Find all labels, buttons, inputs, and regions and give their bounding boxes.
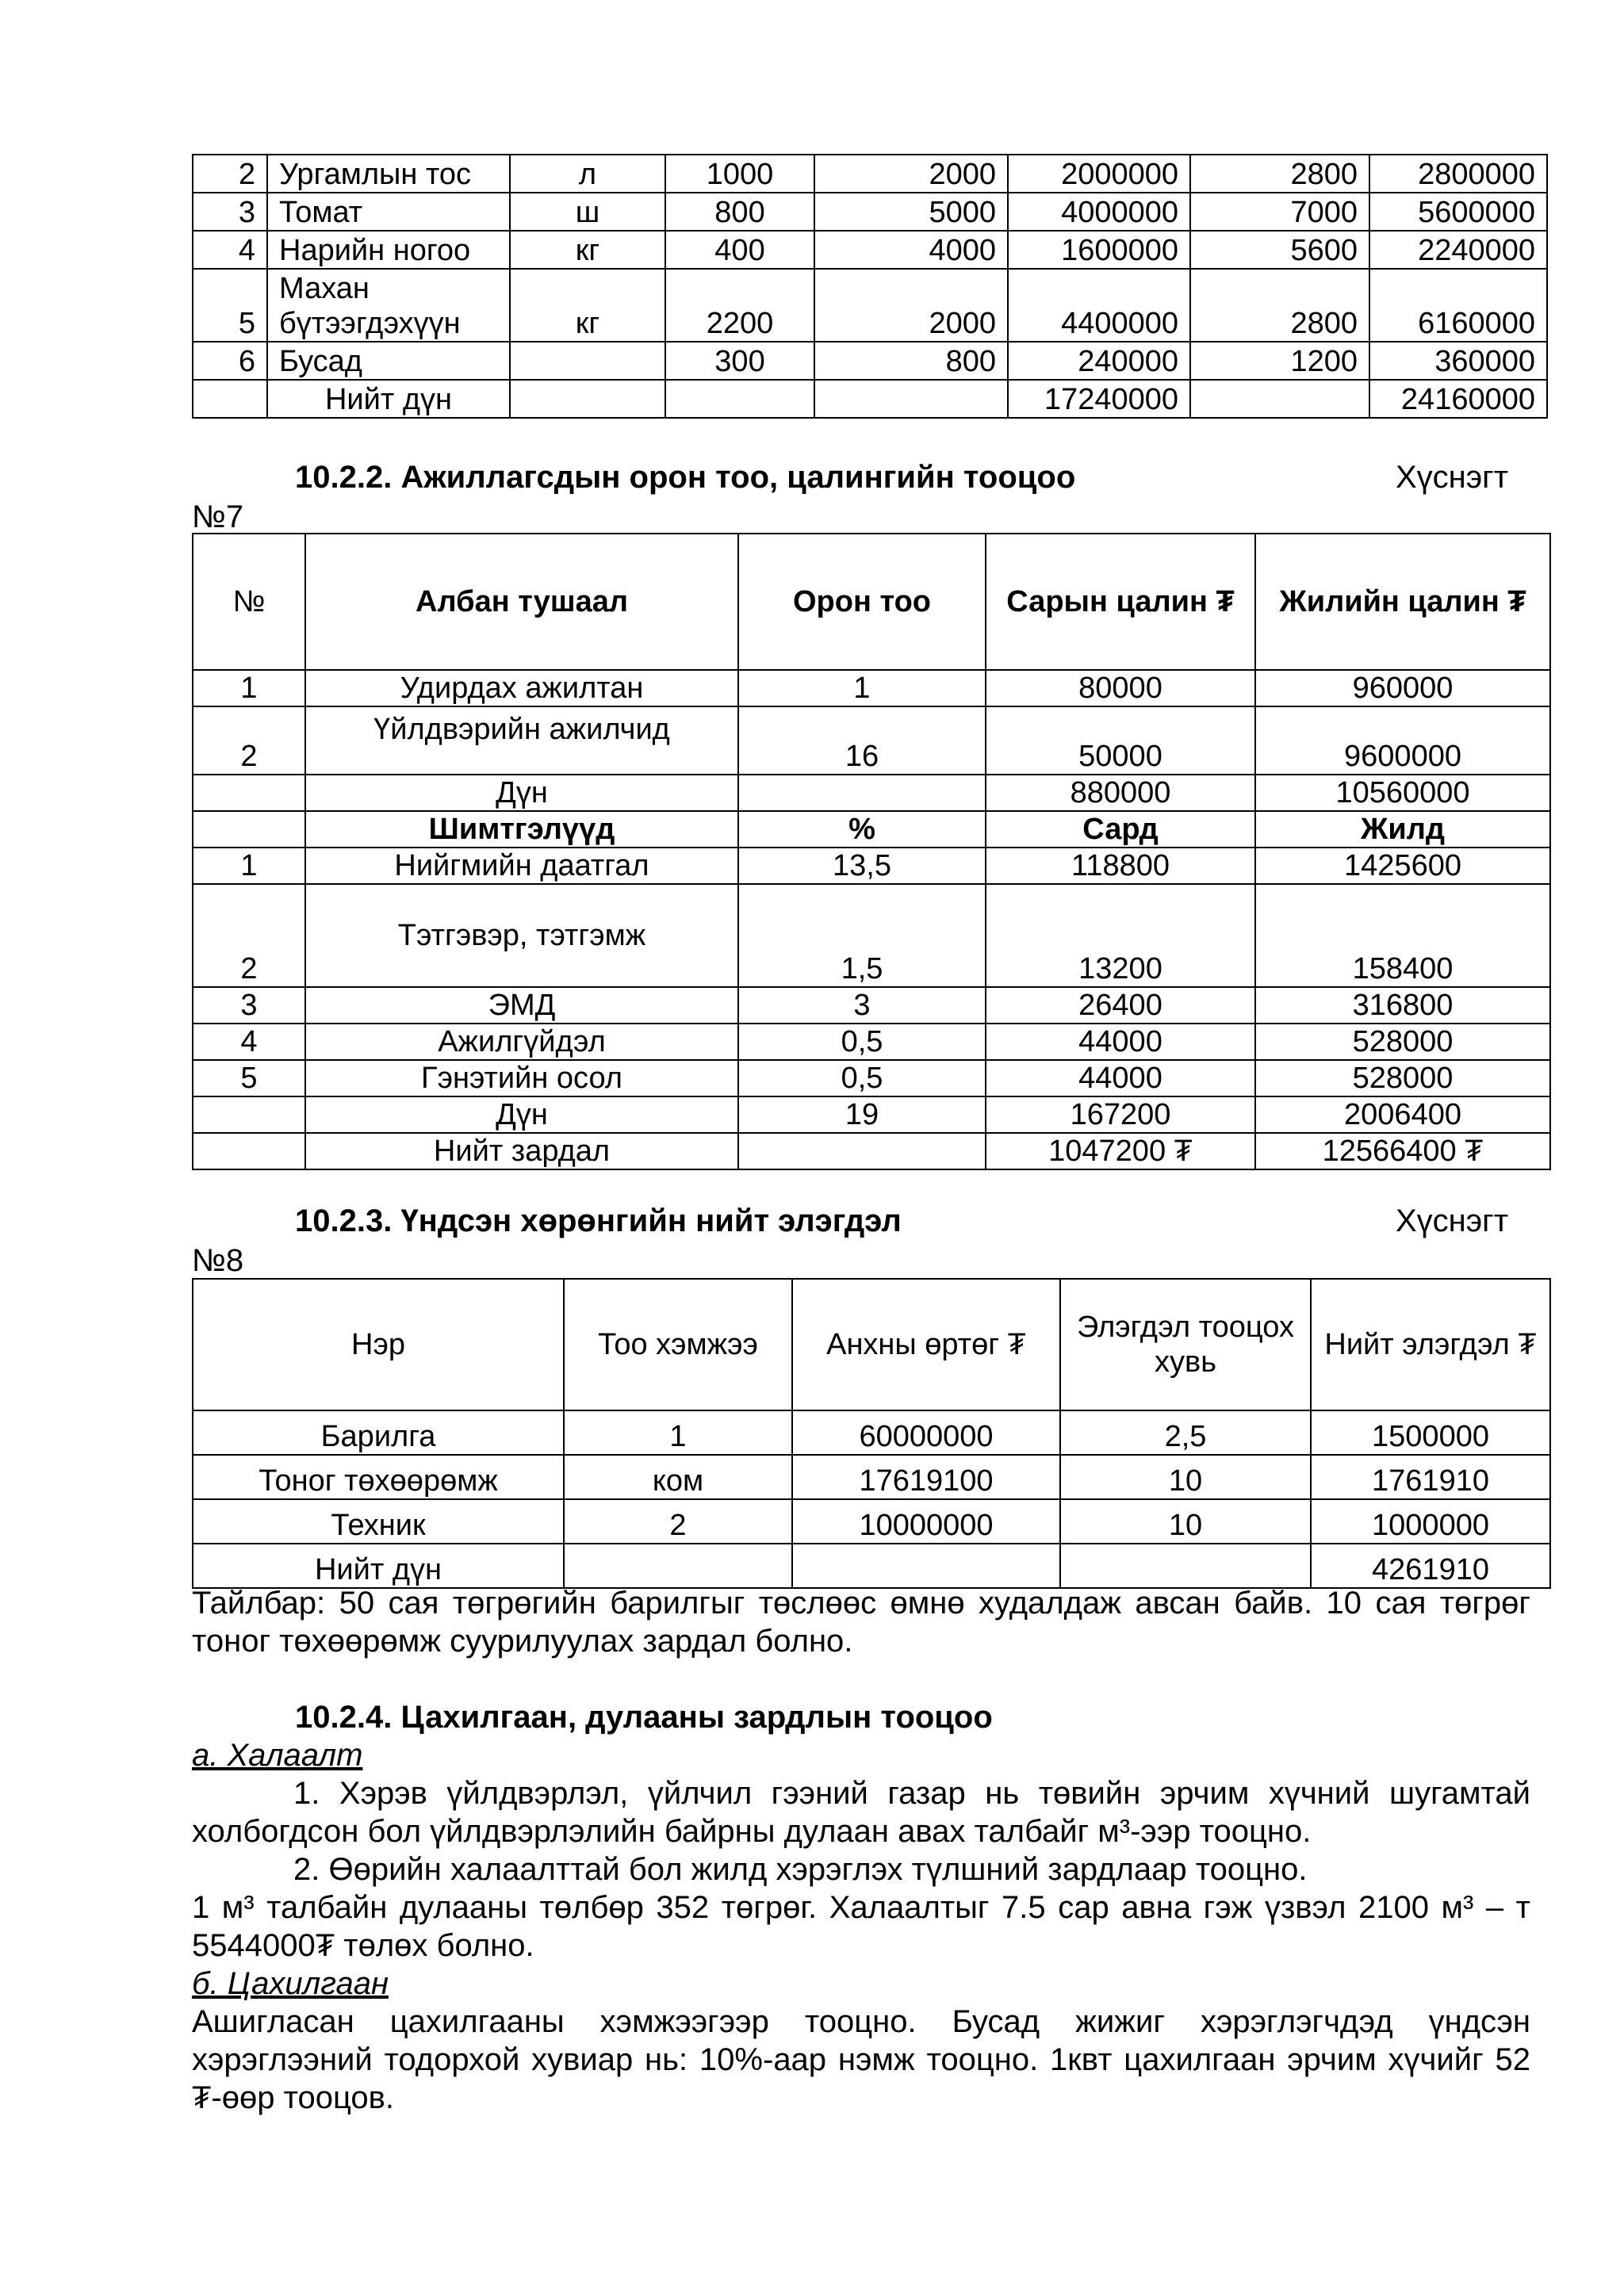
table-label: Хүснэгт [1396, 460, 1509, 495]
table-number: №7 [192, 499, 244, 534]
table-subheader-row: Шимтгэлүүд % Сард Жилд [193, 811, 1550, 848]
salary-table [192, 533, 1551, 1170]
paragraph: 2. Өөрийн халаалттай бол жилд хэрэглэх түлшний зардлаар тооцно. [293, 1852, 1308, 1887]
table-row: 1 Нийгмийн даатгал 13,5 118800 1425600 [193, 848, 1550, 884]
table-row: 1 Удирдах ажилтан 1 80000 960000 [193, 670, 1550, 706]
table-row: 6 Бусад 300 800 240000 1200 360000 [193, 342, 1547, 380]
paragraph: Ашигласан цахилгааны хэмжээгээр тооцно. Бусад жижиг хэрэглэгчдэд үндсэн хэрэглээний тодорхой хувиар нь: 10%-аар нэмж тооцно. 1квт цахилгаан эрчим хүчийг 52 ₮-өөр тооцов. [192, 2004, 1530, 2115]
table-note: Тайлбар: 50 сая төгрөгийн барилгыг төслөөс өмнө худалдаж авсан байв. 10 сая төгрөг тоног төхөөрөмж суурилуулах зардал болно. [192, 1586, 1530, 1659]
table-row: Техник 2 10000000 10 1000000 [193, 1499, 1550, 1544]
table-row: 5 Махан бүтээгдэхүүн кг 2200 2000 4400000 2800 6160000 [193, 269, 1547, 342]
table-row: 3 Томат ш 800 5000 4000000 7000 5600000 [193, 193, 1547, 231]
table-label: Хүснэгт [1396, 1203, 1509, 1238]
table-row: 2 Тэтгэвэр, тэтгэмж 1,5 13200 158400 [193, 884, 1550, 987]
food-cost-table [192, 154, 1548, 419]
table-subtotal-row: Дүн 880000 10560000 [193, 775, 1550, 811]
table-row: Тоног төхөөрөмж ком 17619100 10 1761910 [193, 1455, 1550, 1499]
table-subtotal-row: Дүн 19 167200 2006400 [193, 1096, 1550, 1133]
table-header-row: № Албан тушаал Орон тоо Сарын цалин ₮ Жилийн цалин ₮ [193, 534, 1550, 670]
table-row: 3 ЭМД 3 26400 316800 [193, 987, 1550, 1024]
section-heading-10-2-3: 10.2.3. Үндсэн хөрөнгийн нийт элэгдэл [295, 1203, 902, 1238]
table-total-row: Нийт зардал 1047200 ₮ 12566400 ₮ [193, 1133, 1550, 1169]
table-total-row: Нийт дүн 4261910 [193, 1544, 1550, 1588]
paragraph: 1 м³ талбайн дулааны төлбөр 352 төгрөг. Халаалтыг 7.5 сар авна гэж үзвэл 2100 м³ – т 5544000₮ төлөх болно. [192, 1890, 1530, 1963]
table-total-row: Нийт дүн 17240000 24160000 [193, 380, 1547, 418]
table-row: Барилга 1 60000000 2,5 1500000 [193, 1410, 1550, 1455]
subsection-title-heating: а. Халаалт [192, 1738, 363, 1773]
table-row: 4 Нарийн ногоо кг 400 4000 1600000 5600 2240000 [193, 231, 1547, 269]
table-row: 5 Гэнэтийн осол 0,5 44000 528000 [193, 1060, 1550, 1096]
table-header-row: Нэр Тоо хэмжээ Анхны өртөг ₮ Элэгдэл тооцох хувь Нийт элэгдэл ₮ [193, 1279, 1550, 1410]
section-heading-10-2-2: 10.2.2. Ажиллагсдын орон тоо, цалингийн тооцоо [295, 460, 1076, 495]
subsection-title-electricity: б. Цахилгаан [192, 1966, 389, 2001]
table-row: 2 Ургамлын тос л 1000 2000 2000000 2800 2800000 [193, 155, 1547, 193]
table-row: 4 Ажилгүйдэл 0,5 44000 528000 [193, 1024, 1550, 1060]
table-row: 2 Үйлдвэрийн ажилчид 16 50000 9600000 [193, 706, 1550, 775]
table-number: №8 [192, 1243, 244, 1278]
paragraph: 1. Хэрэв үйлдвэрлэл, үйлчил гээний газар нь төвийн эрчим хүчний шугамтай холбогдсон бол үйлдвэрлэлийн байрны дулаан авах талбайг м³-ээр тооцно. [192, 1776, 1530, 1849]
depreciation-table [192, 1278, 1551, 1589]
section-heading-10-2-4: 10.2.4. Цахилгаан, дулааны зардлын тооцоо [295, 1700, 993, 1735]
